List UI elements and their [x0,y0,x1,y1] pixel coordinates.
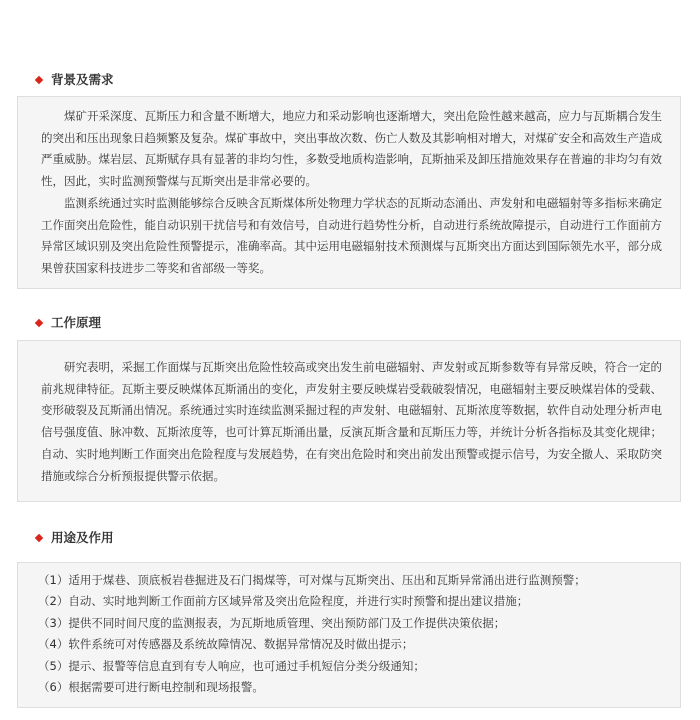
diamond-bullet-icon [35,534,43,542]
uses-list [38,570,670,698]
section-title-background-text: 背景及需求 [51,72,114,87]
section-title-uses [36,529,114,547]
section-title-principle-text: 工作原理 [51,315,102,330]
uses-content-box [17,562,681,708]
section-title-background [36,71,114,89]
section-title-principle [36,314,101,332]
list-item: （6）根据需要可进行断电控制和现场报警。 [38,680,264,695]
diamond-bullet-icon [35,76,43,84]
list-item: （5）提示、报警等信息直到有专人响应，也可通过手机短信分类分级通知； [38,658,425,673]
principle-paragraph-1: 研究表明，采掘工作面煤与瓦斯突出危险性较高或突出发生前电磁辐射、声发射或瓦斯参数等有异常反映，符合一定的前兆规律特征。瓦斯主要反映煤体瓦斯涌出的变化，声发射主要反映煤岩受载破裂情况，电磁辐射主要反映煤岩体的受载、变形破裂及瓦斯涌出情况。系统通过实时连续监测采掘过程的声发射、电磁辐射、瓦斯浓度等数据，软件自动处理分析声电信号强度值、脉冲数、瓦斯浓度等，也可计算瓦斯涌出量，反演瓦斯含量和瓦斯压力等，并统计分析各指标及其变化规律；自动、实时地判断工作面突出危险程度与发展趋势，在有突出危险时和突出前发出预警或提示信号，为安全撤人、采取防突措施或综合分析预报提供警示依据。 [41,360,662,483]
background-content-box [17,96,681,289]
list-item: （1）适用于煤巷、顶底板岩巷掘进及石门揭煤等，可对煤与瓦斯突出、压出和瓦斯异常涌出进行监测预警； [38,573,586,587]
principle-content-box [17,340,681,502]
section-title-uses-text: 用途及作用 [51,530,114,545]
list-item: （4）软件系统可对传感器及系统故障情况、数据异常情况及时做出提示； [38,637,414,652]
background-paragraph-2: 监测系统通过实时监测能够综合反映含瓦斯煤体所处物理力学状态的瓦斯动态涌出、声发射和电磁辐射等多指标来确定工作面突出危险性，能自动识别干扰信号和有效信号，自动进行趋势性分析，自动进行系统故障提示，自动进行工作面前方异常区域识别及突出危险性预警提示，准确率高。其中运用电磁辐射技术预测煤与瓦斯突出方面达到国际领先水平，部分成果曾获国家科技进步二等奖和省部级一等奖。 [41,195,662,275]
list-item: （3）提供不同时间尺度的监测报表，为瓦斯地质管理、突出预防部门及工作提供决策依据； [38,615,506,630]
list-item: （2）自动、实时地判断工作面前方区域异常及突出危险程度，并进行实时预警和提出建议措施； [38,594,529,609]
background-paragraph-1: 煤矿开采深度、瓦斯压力和含量不断增大，地应力和采动影响也逐渐增大，突出危险性越来越高，应力与瓦斯耦合发生的突出和压出现象日趋频繁及复杂。煤矿事故中，突出事故次数、伤亡人数及其影响相对增大，对煤矿安全和高效生产造成严重威胁。煤岩层、瓦斯赋存具有显著的非均匀性，多数受地质构造影响，瓦斯抽采及卸压措施效果存在普遍的非均匀有效性，因此，实时监测预警煤与瓦斯突出是非常必要的。 [41,109,662,189]
diamond-bullet-icon [35,319,43,327]
